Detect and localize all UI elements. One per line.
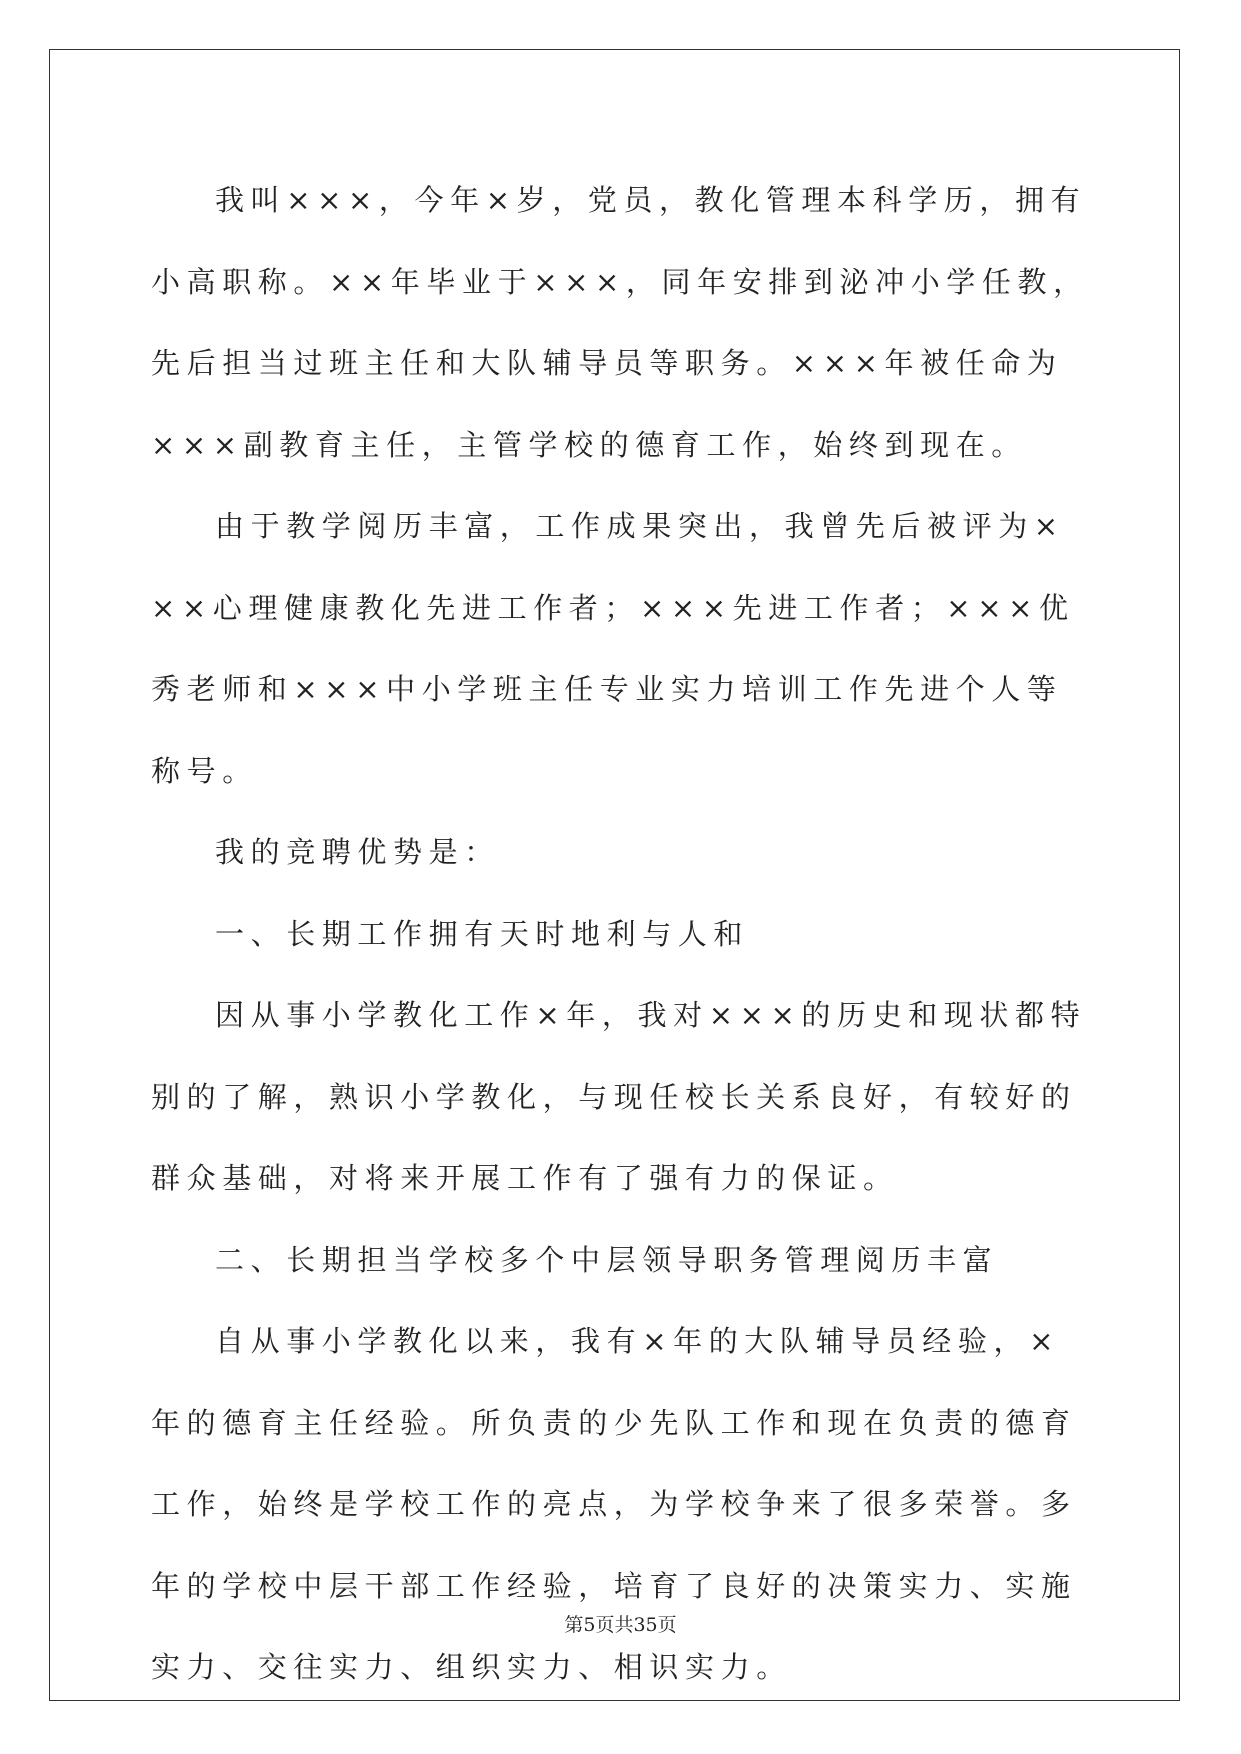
paragraph: 由于教学阅历丰富，工作成果突出，我曾先后被评为×××心理健康教化先进工作者；×××先进工作者；×××优秀老师和×××中小学班主任专业实力培训工作先进个人等称号。 bbox=[151, 509, 1075, 788]
paragraph: 我叫×××，今年×岁，党员，教化管理本科学历，拥有小高职称。××年毕业于×××，同年安排到泌冲小学任教，先后担当过班主任和大队辅导员等职务。×××年被任命为×××副教育主任，主管学校的德育工作，始终到现在。 bbox=[151, 183, 1089, 462]
page-total: 共35页 bbox=[614, 1614, 677, 1636]
page-footer bbox=[0, 1610, 1241, 1637]
document-body bbox=[151, 160, 1091, 1709]
paragraph: 自从事小学教化以来，我有×年的大队辅导员经验，×年的德育主任经验。所负责的少先队工作和现在负责的德育工作，始终是学校工作的亮点，为学校争来了很多荣誉。多年的学校中层干部工作经验，培育了良好的决策实力、实施实力、交往实力、组织实力、相识实力。 bbox=[151, 1324, 1077, 1684]
page-number: 第5页 bbox=[564, 1614, 615, 1636]
section-heading: 一、长期工作拥有天时地利与人和 bbox=[215, 916, 750, 951]
section-heading: 二、长期担当学校多个中层领导职务管理阅历丰富 bbox=[215, 1242, 999, 1277]
paragraph: 因从事小学教化工作×年，我对×××的历史和现状都特别的了解，熟识小学教化，与现任校长关系良好，有较好的群众基础，对将来开展工作有了强有力的保证。 bbox=[151, 998, 1087, 1195]
paragraph: 我的竞聘优势是： bbox=[215, 835, 500, 869]
